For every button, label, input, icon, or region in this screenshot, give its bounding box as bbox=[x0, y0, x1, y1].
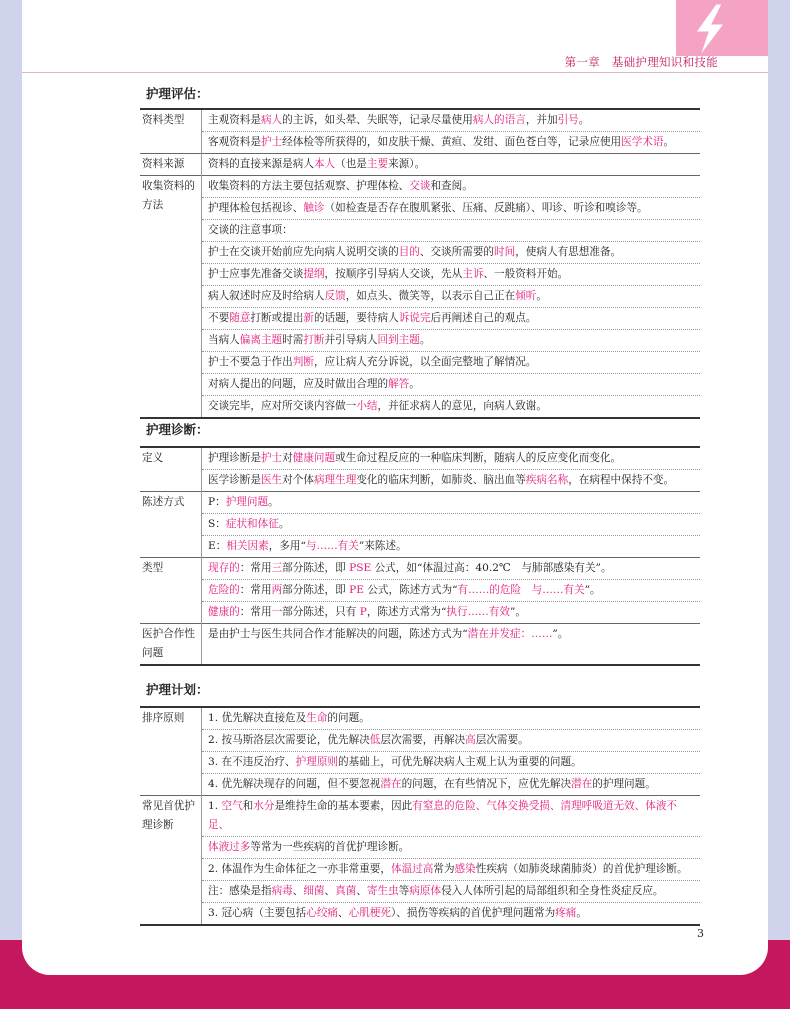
highlight-text: 潜在 bbox=[380, 778, 402, 790]
highlight-text: 病原体 bbox=[409, 885, 442, 897]
body-text: 1. bbox=[208, 800, 222, 812]
section-title-plan: 护理计划： bbox=[146, 682, 209, 697]
body-text: ，使病人有思想准备。 bbox=[515, 246, 622, 258]
body-text: 。 bbox=[536, 290, 547, 302]
highlight-text: 目的 bbox=[398, 246, 420, 258]
chapter-header: 第一章 基础护理知识和技能 bbox=[564, 55, 718, 69]
body-text: ”。 bbox=[584, 584, 601, 596]
body-text: 资料的直接来源是病人 bbox=[208, 158, 314, 170]
row-content-line bbox=[202, 132, 701, 154]
row-content-line bbox=[202, 752, 701, 774]
body-text: 层次需要，再解决 bbox=[380, 734, 466, 746]
body-text: S： bbox=[208, 518, 226, 530]
table-row bbox=[140, 198, 700, 220]
highlight-text: 低 bbox=[369, 734, 381, 746]
highlight-text: 体液过多 bbox=[208, 841, 251, 853]
row-content-line bbox=[202, 447, 701, 470]
body-text: P： bbox=[208, 496, 226, 508]
highlight-text: 心绞痛 bbox=[306, 907, 339, 919]
body-text: 。 bbox=[663, 136, 675, 148]
body-text: ，应让病人充分诉说，以全面完整地了解情况。 bbox=[313, 356, 537, 368]
section-title-diagnosis: 护理诊断： bbox=[146, 422, 209, 437]
highlight-text: 回到主题 bbox=[377, 334, 420, 346]
body-text: 性疾病（如肺炎球菌肺炎）的首优护理诊断。 bbox=[475, 863, 688, 875]
row-label: 资料来源 bbox=[140, 154, 202, 176]
table-row bbox=[140, 881, 700, 903]
highlight-text: 护士 bbox=[260, 136, 283, 148]
table-row bbox=[140, 330, 700, 352]
row-content-line bbox=[202, 624, 701, 666]
table-row bbox=[140, 837, 700, 859]
body-text: 护士不要急于作出 bbox=[208, 356, 293, 368]
body-text: 的问题，在有些情况下，应优先解决 bbox=[401, 778, 572, 790]
body-text: 2. 体温作为生命体征之一亦非常重要， bbox=[208, 863, 391, 875]
row-label: 陈述方式 bbox=[140, 492, 202, 558]
row-content-line bbox=[202, 154, 701, 176]
body-text: 病人叙述时应及时给病人 bbox=[208, 290, 325, 302]
row-content-line bbox=[202, 580, 701, 602]
highlight-text: 时间 bbox=[494, 246, 516, 258]
row-content-line bbox=[202, 796, 701, 837]
body-text: 常为 bbox=[433, 863, 455, 875]
table-row bbox=[140, 580, 700, 602]
highlight-text: 打断 bbox=[303, 334, 325, 346]
document-page bbox=[22, 0, 768, 975]
table-row bbox=[140, 796, 700, 837]
highlight-text: 新 bbox=[303, 312, 314, 324]
body-text: ：常用 bbox=[239, 606, 272, 618]
row-label: 常见首优护理诊断 bbox=[140, 796, 202, 926]
lightning-bolt-icon bbox=[690, 4, 730, 56]
highlight-text: 感染 bbox=[454, 863, 476, 875]
table-row bbox=[140, 624, 700, 666]
row-content-line bbox=[202, 903, 701, 926]
highlight-text: 相关因素 bbox=[226, 540, 269, 552]
table-row bbox=[140, 707, 700, 730]
table-row bbox=[140, 264, 700, 286]
body-text: 的护理问题。 bbox=[592, 778, 656, 790]
body-text: 护理诊断是 bbox=[208, 452, 261, 464]
highlight-text: 提纲 bbox=[303, 268, 325, 280]
body-text: 交谈完毕，应对所交谈内容做一 bbox=[208, 400, 357, 412]
table-row bbox=[140, 774, 700, 796]
highlight-text: PSE bbox=[349, 562, 372, 574]
highlight-text: 健康问题 bbox=[292, 452, 336, 464]
body-text: 不要 bbox=[208, 312, 230, 324]
body-text: 、一般资料开始。 bbox=[483, 268, 569, 280]
body-text: 对 bbox=[282, 452, 293, 464]
body-text: 、 bbox=[356, 885, 367, 897]
body-text: 的问题。 bbox=[327, 712, 370, 724]
highlight-text: 症状和体征 bbox=[225, 518, 279, 530]
table-row bbox=[140, 286, 700, 308]
highlight-text: 医学术语 bbox=[621, 136, 664, 148]
row-content-line bbox=[202, 730, 701, 752]
body-text: 主观资料是 bbox=[208, 114, 261, 126]
table-row bbox=[140, 859, 700, 881]
highlight-text: 解答 bbox=[388, 378, 410, 390]
section-title-assessment: 护理评估： bbox=[146, 86, 209, 101]
body-text: 护士在交谈开始前应先向病人说明交谈的 bbox=[208, 246, 399, 258]
table-row bbox=[140, 374, 700, 396]
body-text: 公式，如“体温过高：40.2℃ 与肺部感染有关”。 bbox=[371, 562, 612, 574]
highlight-text: 疾病名称 bbox=[525, 474, 569, 486]
row-content-line bbox=[202, 198, 701, 220]
highlight-text: 心肌梗死 bbox=[348, 907, 391, 919]
highlight-text: 一 bbox=[271, 606, 283, 618]
body-text: ，多用“ bbox=[268, 540, 306, 552]
body-text: 来源）。 bbox=[388, 158, 426, 170]
row-label: 定义 bbox=[140, 447, 202, 492]
body-text: 等常为一些疾病的首优护理诊断。 bbox=[250, 841, 410, 853]
row-label: 资料类型 bbox=[140, 109, 202, 154]
assessment-table bbox=[140, 108, 700, 419]
body-text: 是由护士与医生共同合作才能解决的问题，陈述方式为“ bbox=[208, 628, 468, 640]
body-text: 医学诊断是 bbox=[208, 474, 261, 486]
highlight-text: 有……的危险 与……有关 bbox=[457, 584, 585, 596]
table-row bbox=[140, 602, 700, 624]
row-content-line bbox=[202, 881, 701, 903]
body-text: 。 bbox=[419, 334, 431, 346]
highlight-text: 与……有关 bbox=[305, 540, 359, 552]
body-text: ，按顺序引导病人交谈，先从 bbox=[324, 268, 463, 280]
row-label: 医护合作性问题 bbox=[140, 624, 202, 666]
table-row bbox=[140, 903, 700, 926]
highlight-text: 潜在 bbox=[571, 778, 593, 790]
highlight-text: 病人 bbox=[260, 114, 283, 126]
table-row bbox=[140, 730, 700, 752]
highlight-text: 现存的 bbox=[208, 562, 240, 574]
body-text: 护理体检包括视诊、 bbox=[208, 202, 304, 214]
body-text: 1. 优先解决直接危及 bbox=[208, 712, 307, 724]
body-text: 。 bbox=[409, 378, 420, 390]
row-content-line bbox=[202, 308, 701, 330]
table-row bbox=[140, 514, 700, 536]
body-text: 和 bbox=[242, 800, 254, 812]
highlight-text: 细菌 bbox=[303, 885, 325, 897]
row-content-line bbox=[202, 374, 701, 396]
body-text: ，并加 bbox=[525, 114, 558, 126]
highlight-text: 主诉 bbox=[462, 268, 484, 280]
body-text: 并引导病人 bbox=[324, 334, 378, 346]
highlight-text: 病理生理 bbox=[313, 474, 357, 486]
body-text: （也是 bbox=[335, 158, 367, 170]
body-text: 3. 在不违反治疗、 bbox=[208, 756, 296, 768]
highlight-text: 倾听 bbox=[515, 290, 537, 302]
body-text: 客观资料是 bbox=[208, 136, 261, 148]
body-text: 、交谈所需要的 bbox=[419, 246, 495, 258]
highlight-text: 触诊 bbox=[303, 202, 325, 214]
highlight-text: 主要 bbox=[366, 158, 389, 170]
body-text: 。 bbox=[576, 907, 587, 919]
highlight-text: 医生 bbox=[260, 474, 283, 486]
highlight-text: 反馈 bbox=[324, 290, 346, 302]
highlight-text: 寄生虫 bbox=[366, 885, 399, 897]
page-number: 3 bbox=[697, 927, 704, 940]
body-text: 的话题，要待病人 bbox=[313, 312, 399, 324]
highlight-text: 本人 bbox=[313, 158, 336, 170]
body-text: 当病人 bbox=[208, 334, 240, 346]
body-text: 部分陈述，只有 bbox=[282, 606, 360, 618]
body-text: 的基础上，可优先解决病人主观上认为重要的问题。 bbox=[338, 756, 582, 768]
table-row bbox=[140, 536, 700, 558]
table-row bbox=[140, 447, 700, 470]
highlight-text: 偏离主题 bbox=[239, 334, 283, 346]
body-text: 护士应事先准备交谈 bbox=[208, 268, 304, 280]
body-text: 等 bbox=[398, 885, 410, 897]
row-content-line bbox=[202, 859, 701, 881]
diagnosis-table bbox=[140, 446, 700, 666]
row-label: 收集资料的方法 bbox=[140, 176, 202, 419]
body-text: ，并征求病人的意见，向病人致谢。 bbox=[377, 400, 547, 412]
body-text: 的主诉，如头晕、失眠等，记录尽量使用 bbox=[282, 114, 473, 126]
body-text: 交谈的注意事项： bbox=[208, 224, 293, 236]
row-content-line bbox=[202, 536, 701, 558]
row-content-line bbox=[202, 470, 701, 492]
highlight-text: 体温过高 bbox=[390, 863, 434, 875]
body-text: 部分陈述，即 bbox=[282, 562, 350, 574]
row-content-line bbox=[202, 176, 701, 198]
body-text: 4. 优先解决现存的问题，但不要忽视 bbox=[208, 778, 381, 790]
highlight-text: 高 bbox=[465, 734, 476, 746]
highlight-text: 病人的语言 bbox=[472, 114, 526, 126]
highlight-text: P bbox=[359, 606, 367, 618]
table-row bbox=[140, 109, 700, 132]
body-text: 变化的临床判断，如肺炎、脑出血等 bbox=[356, 474, 526, 486]
row-content-line bbox=[202, 837, 701, 859]
body-text: 层次需要。 bbox=[475, 734, 529, 746]
body-text: 注：感染是指 bbox=[208, 885, 272, 897]
row-content-line bbox=[202, 220, 701, 242]
body-text: ：常用 bbox=[239, 584, 272, 596]
body-text: 、 bbox=[292, 885, 304, 897]
highlight-text: 护理问题 bbox=[225, 496, 269, 508]
body-text: ”来陈述。 bbox=[358, 540, 407, 552]
highlight-text: 两 bbox=[271, 584, 283, 596]
row-content-line bbox=[202, 242, 701, 264]
row-label: 类型 bbox=[140, 558, 202, 624]
body-text: 时需 bbox=[282, 334, 304, 346]
row-content-line bbox=[202, 396, 701, 419]
body-text: 侵入人体所引起的局部组织和全身性炎症反应。 bbox=[441, 885, 664, 897]
body-text: ，在病程中保持不变。 bbox=[568, 474, 675, 486]
plan-table bbox=[140, 706, 700, 926]
body-text: 。 bbox=[578, 114, 590, 126]
highlight-text: 诉说完 bbox=[398, 312, 431, 324]
row-content-line bbox=[202, 264, 701, 286]
body-text: 或生命过程反应的一种临床判断，随病人的反应变化而变化。 bbox=[335, 452, 622, 464]
highlight-text: 空气 bbox=[221, 800, 243, 812]
table-row bbox=[140, 132, 700, 154]
body-text: 收集资料的方法主要包括观察、护理体检、 bbox=[208, 180, 410, 192]
body-text: 经体检等所获得的，如皮肤干燥、黄疸、发绀、面色苍白等，记录应使用 bbox=[282, 136, 622, 148]
highlight-text: 水分 bbox=[253, 800, 275, 812]
header-rule bbox=[22, 72, 768, 73]
body-text: 部分陈述，即 bbox=[282, 584, 350, 596]
body-text: 。 bbox=[268, 496, 279, 508]
highlight-text: 有窒息的危险、气体交换受损、清理呼吸道无效、体液不足、 bbox=[208, 800, 678, 831]
row-content-line bbox=[202, 774, 701, 796]
body-text: （如检查是否存在腹肌紧张、压痛、反跳痛）、叩诊、听诊和嗅诊等。 bbox=[324, 202, 648, 214]
body-text: ，如点头、微笑等，以表示自己正在 bbox=[345, 290, 516, 302]
body-text: ）、损伤等疾病的首优护理问题常为 bbox=[390, 907, 556, 919]
body-text: ”。 bbox=[552, 628, 569, 640]
row-content-line bbox=[202, 514, 701, 536]
highlight-text: 生命 bbox=[306, 712, 328, 724]
body-text: 。 bbox=[278, 518, 290, 530]
row-content-line bbox=[202, 109, 701, 132]
table-row bbox=[140, 220, 700, 242]
body-text: 对病人提出的问题，应及时做出合理的 bbox=[208, 378, 389, 390]
row-label: 排序原则 bbox=[140, 707, 202, 796]
highlight-text: 随意 bbox=[229, 312, 251, 324]
highlight-text: 真菌 bbox=[335, 885, 357, 897]
body-text: 3. 冠心病（主要包括 bbox=[208, 907, 307, 919]
highlight-text: 潜在并发症：…… bbox=[467, 628, 553, 640]
table-row bbox=[140, 176, 700, 198]
body-text: ，陈述方式常为“ bbox=[366, 606, 447, 618]
table-row bbox=[140, 470, 700, 492]
highlight-text: 引号 bbox=[557, 114, 579, 126]
row-content-line bbox=[202, 707, 701, 730]
highlight-text: 护士 bbox=[260, 452, 283, 464]
body-text: ：常用 bbox=[239, 562, 272, 574]
table-row bbox=[140, 242, 700, 264]
highlight-text: 病毒 bbox=[271, 885, 293, 897]
table-row bbox=[140, 352, 700, 374]
row-content-line bbox=[202, 330, 701, 352]
table-row bbox=[140, 154, 700, 176]
table-row bbox=[140, 396, 700, 419]
highlight-text: PE bbox=[349, 584, 364, 596]
row-content-line bbox=[202, 492, 701, 514]
table-row bbox=[140, 308, 700, 330]
body-text: 、 bbox=[324, 885, 336, 897]
highlight-text: 交谈 bbox=[409, 180, 431, 192]
body-text: 打断或提出 bbox=[250, 312, 304, 324]
body-text: 、 bbox=[338, 907, 349, 919]
row-content-line bbox=[202, 602, 701, 624]
highlight-text: 三 bbox=[271, 562, 283, 574]
row-content-line bbox=[202, 558, 701, 580]
highlight-text: 健康的 bbox=[208, 606, 240, 618]
highlight-text: 危险的 bbox=[208, 584, 240, 596]
body-text: E： bbox=[208, 540, 227, 552]
table-row bbox=[140, 558, 700, 580]
body-text: 和查阅。 bbox=[430, 180, 473, 192]
body-text: 是维持生命的基本要素，因此 bbox=[274, 800, 413, 812]
body-text: 对个体 bbox=[282, 474, 314, 486]
body-text: 公式，陈述方式为“ bbox=[363, 584, 458, 596]
row-content-line bbox=[202, 286, 701, 308]
table-row bbox=[140, 492, 700, 514]
body-text: 2. 按马斯洛层次需要论，优先解决 bbox=[208, 734, 370, 746]
highlight-text: 护理原则 bbox=[295, 756, 339, 768]
highlight-text: 执行……有效 bbox=[446, 606, 510, 618]
highlight-text: 小结 bbox=[356, 400, 378, 412]
body-text: ”。 bbox=[509, 606, 526, 618]
body-text: 后再阐述自己的观点。 bbox=[430, 312, 537, 324]
table-row bbox=[140, 752, 700, 774]
highlight-text: 疼痛 bbox=[555, 907, 577, 919]
highlight-text: 判断 bbox=[292, 356, 314, 368]
row-content-line bbox=[202, 352, 701, 374]
